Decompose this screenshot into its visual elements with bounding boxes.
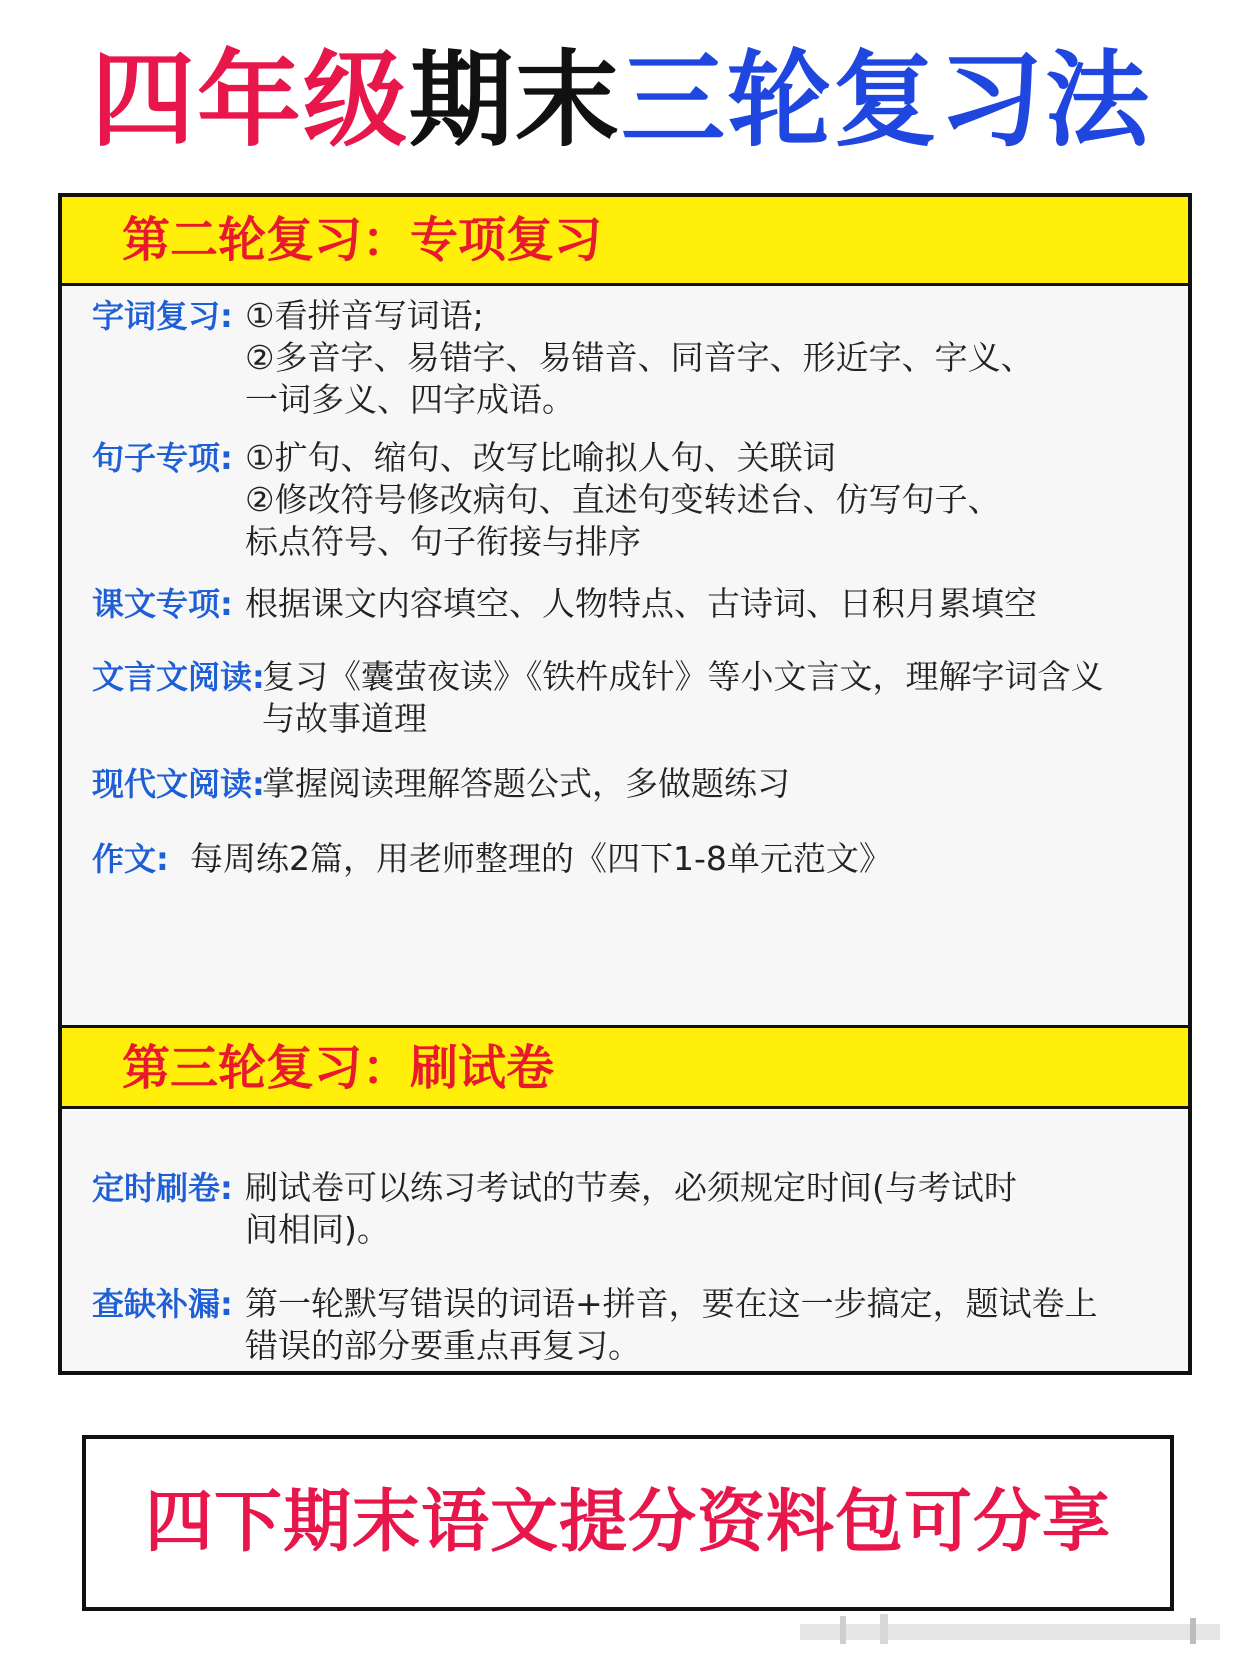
section-heading-round-three: 第三轮复习：刷试卷 (62, 1025, 1188, 1109)
row-line: ①看拼音写词语; (245, 296, 484, 335)
row-label: 定时刷卷: (92, 1169, 233, 1207)
row-line: 间相同)。 (245, 1210, 390, 1249)
row-label: 查缺补漏: (92, 1285, 233, 1323)
row-line: ②多音字、易错字、易错音、同音字、形近字、字义、 (245, 338, 1034, 377)
row-content (245, 437, 1001, 563)
row-line: 标点符号、句子衔接与排序 (245, 522, 641, 561)
row-line: ②修改符号修改病句、直述句变转述台、仿写句子、 (245, 480, 1001, 519)
promo-banner: 四下期末语文提分资料包可分享 (82, 1435, 1174, 1611)
row-line: 一词多义、四字成语。 (245, 380, 575, 419)
row-label: 课文专项: (92, 585, 233, 623)
row-content (245, 583, 1037, 625)
row-line: 每周练2篇，用老师整理的《四下1-8单元范文》 (190, 839, 892, 878)
row-content (190, 838, 892, 880)
row-line: 掌握阅读理解答题公式，多做题练习 (262, 764, 790, 803)
row-content (262, 656, 1104, 740)
title-part-method: 三轮复习法 (621, 39, 1152, 161)
row-line: ①扩句、缩句、改写比喻拟人句、关联词 (245, 438, 836, 477)
row-line: 复习《囊萤夜读》《铁杵成针》等小文言文，理解字词含义 (262, 657, 1104, 696)
section-heading-round-two: 第二轮复习：专项复习 (62, 197, 1188, 286)
row-content (245, 1283, 1098, 1367)
row-label: 字词复习: (92, 297, 233, 335)
row-line: 与故事道理 (262, 699, 427, 738)
row-line: 错误的部分要重点再复习。 (245, 1326, 641, 1365)
row-label: 现代文阅读: (92, 765, 265, 803)
title-part-final: 期末 (408, 39, 621, 161)
title-part-grade: 四年级 (90, 39, 409, 161)
page-title (0, 40, 1242, 160)
row-line: 根据课文内容填空、人物特点、古诗词、日积月累填空 (245, 584, 1037, 623)
row-content (245, 1167, 1017, 1251)
row-label: 句子专项: (92, 439, 233, 477)
row-label: 作文: (92, 840, 169, 878)
review-panel (58, 193, 1192, 1375)
row-line: 第一轮默写错误的词语+拼音，要在这一步搞定，题试卷上 (245, 1284, 1098, 1323)
row-content (245, 295, 1034, 421)
watermark-mark (800, 1612, 1220, 1646)
row-label: 文言文阅读: (92, 658, 265, 696)
row-content (262, 763, 790, 805)
row-line: 刷试卷可以练习考试的节奏，必须规定时间(与考试时 (245, 1168, 1017, 1207)
